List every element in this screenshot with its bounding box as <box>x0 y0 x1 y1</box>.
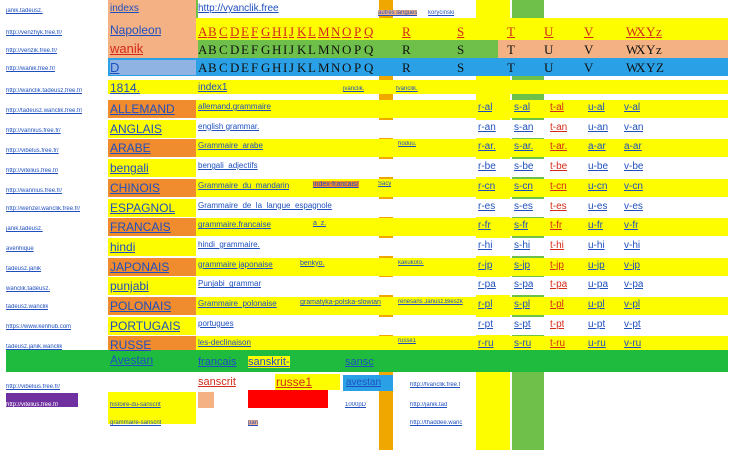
lang-name-ru[interactable]: RUSSE <box>110 338 152 353</box>
lang-v-be[interactable]: v-be <box>624 161 644 173</box>
lang-r-an[interactable]: r-an <box>478 121 496 133</box>
green-square <box>516 0 544 14</box>
alphabet_row1-letter-22[interactable]: W <box>626 24 639 39</box>
lang-grammar-be[interactable]: bengali_adjectifs <box>198 161 258 171</box>
alphabet_row2-letter-6[interactable]: G <box>261 42 271 57</box>
alphabet_row1-letter-8[interactable]: I <box>283 24 288 39</box>
lang-u-cn[interactable]: u-cn <box>588 180 608 192</box>
napoleon-link[interactable]: Napoleon <box>110 23 162 37</box>
alphabet_row3-letter-15[interactable]: P <box>354 60 362 75</box>
alphabet_row1-letter-16[interactable]: Q <box>364 24 374 39</box>
lang-grammar-pa[interactable]: Punjabi_grammar <box>198 279 262 289</box>
alphabet_row2-letter-16[interactable]: Q <box>364 42 374 57</box>
lang-v-ar[interactable]: a-ar <box>624 141 642 153</box>
lang-grammar-jp[interactable]: grammaire japonaise <box>198 259 273 269</box>
left-link-14[interactable]: wanclik.tadeusz. <box>6 286 51 292</box>
alphabet_row2-letter-8[interactable]: I <box>283 42 288 57</box>
left-link-16[interactable]: https://www.kenhub.com <box>6 324 72 330</box>
lang-s-cn[interactable]: s-cn <box>514 180 533 192</box>
lang-s-an[interactable]: s-an <box>514 121 534 133</box>
lang-name-cn[interactable]: CHINOIS <box>110 180 161 195</box>
lang-s-be[interactable]: s-be <box>514 161 534 173</box>
alphabet_row1-letter-0[interactable]: A <box>198 24 208 39</box>
autres-langues-link[interactable]: autres langues <box>378 10 418 16</box>
francais-link[interactable]: francais <box>198 356 237 368</box>
lang-grammar-pl[interactable]: Grammaire_polonaise <box>198 299 277 308</box>
korycinski-link[interactable]: korycinski <box>428 10 455 16</box>
left-link-3[interactable]: http://wanik.free.fr/ <box>6 66 56 72</box>
lang-grammar-ar[interactable]: Grammaire_arabe <box>198 141 263 151</box>
alphabet_row1-letter-6[interactable]: G <box>261 24 271 39</box>
lang-r-jp[interactable]: r-jp <box>478 259 493 271</box>
left-link-20[interactable]: http://vitelius.free.fr/ <box>6 402 59 408</box>
lang-t-cn[interactable]: t-cn <box>550 180 567 192</box>
lang-u-fr[interactable]: u-fr <box>588 220 603 232</box>
alphabet_row2-letter-15[interactable]: P <box>354 42 362 57</box>
alphabet_row3-letter-6[interactable]: G <box>261 60 271 75</box>
histoire-sanscrit-link[interactable]: histoire-du-sanscrit <box>110 402 161 408</box>
lang-grammar-ru[interactable]: les-declinaison <box>198 338 251 348</box>
alphabet_row2-letter-12[interactable]: M <box>318 42 330 57</box>
alphabet_row2-letter-19[interactable]: T <box>507 42 515 57</box>
alphabet_row2-letter-20[interactable]: U <box>544 42 554 57</box>
lang-t-jp[interactable]: t-jp <box>550 259 564 271</box>
alphabet_row2-letter-0[interactable]: A <box>198 42 208 57</box>
lang-s-al[interactable]: s-al <box>514 102 531 113</box>
alphabet_row2-letter-22[interactable]: W <box>626 42 639 57</box>
alphabet_row3-letter-16[interactable]: Q <box>364 60 374 75</box>
alphabet_row2-letter-24[interactable]: Y <box>646 42 656 57</box>
1000pd-link[interactable]: 1000pD <box>345 402 367 408</box>
left-link-12[interactable]: avenhique <box>6 246 34 252</box>
lang-s-ar[interactable]: s-ar. <box>514 141 534 153</box>
lang-v-pt[interactable]: v-pt <box>624 318 641 330</box>
wanik-link[interactable]: wanik <box>110 41 144 56</box>
lang-v-jp[interactable]: v-jp <box>624 259 641 271</box>
alphabet_row1-letter-2[interactable]: C <box>219 24 228 39</box>
alphabet_row3-letter-8[interactable]: I <box>283 60 288 75</box>
lang-name-jp[interactable]: JAPONAIS <box>110 259 170 274</box>
alphabet_row3-letter-18[interactable]: S <box>457 60 465 75</box>
alphabet_row3-letter-19[interactable]: T <box>507 60 515 75</box>
lang-s-es[interactable]: s-es <box>514 200 533 212</box>
lang-t-al[interactable]: t-al <box>550 102 564 113</box>
left-link-8[interactable]: http://vitelius.free.fr/ <box>6 168 59 174</box>
alphabet_row1-letter-14[interactable]: O <box>342 24 352 39</box>
lang-u-be[interactable]: u-be <box>588 161 609 173</box>
alphabet_row2-letter-23[interactable]: X <box>636 42 646 57</box>
alphabet_row2-letter-18[interactable]: S <box>457 42 465 57</box>
sansc-link[interactable]: sansc <box>345 356 374 368</box>
lang-name-al[interactable]: ALLEMAND <box>110 102 175 116</box>
lang-s-fr[interactable]: s-fr <box>514 220 529 232</box>
lang-grammar-fr[interactable]: grammaire.francaise <box>198 220 271 230</box>
alphabet_row2-letter-14[interactable]: O <box>342 42 352 57</box>
lang-t-pa[interactable]: t-pa <box>550 279 568 291</box>
alphabet_row2-letter-3[interactable]: D <box>230 42 240 57</box>
indexs-link[interactable]: indexs <box>110 3 139 14</box>
alphabet_row3-letter-10[interactable]: K <box>297 60 307 75</box>
lang-t-pt[interactable]: t-pt <box>550 318 565 330</box>
alphabet_row3-letter-1[interactable]: B <box>208 60 217 75</box>
lang-r-es[interactable]: r-es <box>478 200 496 212</box>
alphabet-row-1 <box>198 24 664 40</box>
lang-name-es[interactable]: ESPAGNOL <box>110 200 176 215</box>
alphabet_row3-letter-17[interactable]: R <box>402 60 411 75</box>
left-link-15[interactable]: tadeusz.wanclik <box>6 304 49 310</box>
alphabet-row-2 <box>198 42 664 58</box>
left-link-0[interactable]: janik.tadeusz. <box>6 8 43 14</box>
lang-u-jp[interactable]: u-jp <box>588 259 605 271</box>
lang-s-ru[interactable]: s-ru <box>514 338 532 350</box>
left-link-7[interactable]: http://vibelus.free.fr/ <box>6 148 59 154</box>
lang-r-ar[interactable]: r-ar. <box>478 141 496 153</box>
alphabet_row3-letter-0[interactable]: A <box>198 60 208 75</box>
left-link-5[interactable]: http://tadeusz.wanclik.free.fr/ <box>6 108 83 114</box>
lang-s-pl[interactable]: s-pl <box>514 299 531 310</box>
lang-v-cn[interactable]: v-cn <box>624 180 643 192</box>
lang-v-es[interactable]: v-es <box>624 200 643 212</box>
alphabet_row3-letter-14[interactable]: O <box>342 60 352 75</box>
pan-link[interactable]: pan <box>248 420 259 426</box>
alphabet_row1-letter-17[interactable]: R <box>402 24 411 39</box>
alphabet_row1-letter-1[interactable]: B <box>208 24 217 39</box>
lang-r-fr[interactable]: r-fr <box>478 220 491 232</box>
russe1-link[interactable]: russe1 <box>276 375 313 389</box>
lang-v-pl[interactable]: v-pl <box>624 299 641 310</box>
alphabet_row1-letter-15[interactable]: P <box>354 24 362 39</box>
alphabet_row2-letter-11[interactable]: L <box>308 42 316 57</box>
lang-t-fr[interactable]: t-fr <box>550 220 563 232</box>
alphabet_row2-letter-9[interactable]: J <box>289 42 295 57</box>
lang-v-ru[interactable]: v-ru <box>624 338 642 350</box>
alphabet_row3-letter-5[interactable]: F <box>251 60 259 75</box>
alphabet_row1-letter-13[interactable]: N <box>331 24 341 39</box>
lang-u-pt[interactable]: u-pt <box>588 318 606 330</box>
avestan-blue-link[interactable]: avestan <box>346 377 382 388</box>
lang-t-pl[interactable]: t-pl <box>550 299 564 310</box>
lang-r-be[interactable]: r-be <box>478 161 496 173</box>
alphabet_row1-letter-20[interactable]: U <box>544 24 554 39</box>
lang-name-hi[interactable]: hindi <box>110 239 136 254</box>
lang-grammar-pt[interactable]: portugues <box>198 318 234 328</box>
lang-name-an[interactable]: ANGLAIS <box>110 121 163 136</box>
thaddee-url-link[interactable]: http://thaddee.wanc <box>410 420 463 426</box>
left-link-17[interactable]: tadeusz.janik.wanclik <box>6 344 63 350</box>
index1-link[interactable]: index1 <box>198 82 228 93</box>
sanscrit-link[interactable]: sanscrit <box>110 376 148 388</box>
alphabet_row1-letter-7[interactable]: H <box>272 24 282 39</box>
lang-name-fr[interactable]: FRANCAIS <box>110 220 171 235</box>
left-link-13[interactable]: tadeusz.janik <box>6 266 42 272</box>
alphabet_row2-letter-25[interactable]: z <box>656 42 662 57</box>
alphabet_row2-letter-17[interactable]: R <box>402 42 411 57</box>
alphabet_row3-letter-20[interactable]: U <box>544 60 554 75</box>
alphabet_row3-letter-7[interactable]: H <box>272 60 282 75</box>
lang-name-ar[interactable]: ARABE <box>110 141 151 156</box>
lang-u-hi[interactable]: u-hi <box>588 239 605 251</box>
avestan-label[interactable]: Avestan <box>110 353 154 367</box>
jvanclik-link[interactable]: jvanclik. <box>343 86 365 92</box>
alphabet_row2-letter-13[interactable]: N <box>331 42 341 57</box>
lang-v-fr[interactable]: v-fr <box>624 220 639 232</box>
lang-t-ru[interactable]: t-ru <box>550 338 565 350</box>
left-link-11[interactable]: janik.tadeusz. <box>6 226 43 232</box>
grammaire-sanscrit-link[interactable]: grammaire-sanscrit <box>110 420 162 426</box>
left-link-4[interactable]: http://wanclik.tadeusz.free.fr/ <box>6 88 83 94</box>
alphabet_row1-letter-11[interactable]: L <box>308 24 316 39</box>
lang-r-pa[interactable]: r-pa <box>478 279 496 291</box>
alphabet_row1-letter-9[interactable]: J <box>289 24 295 39</box>
alphabet_row3-letter-12[interactable]: M <box>318 60 330 75</box>
sanskrit-dash-link[interactable]: sanskrit- <box>248 356 290 368</box>
d-link[interactable]: D <box>110 60 196 75</box>
lang-extra2-cn[interactable]: Sacy <box>378 180 392 187</box>
lang-grammar-an[interactable]: english grammar. <box>198 121 260 131</box>
alphabet_row3-letter-22[interactable]: W <box>626 60 639 75</box>
alphabet_row3-letter-23[interactable]: X <box>636 60 646 75</box>
lang-extra1-pl[interactable]: gramatyka-polska-slowian <box>300 299 381 306</box>
alphabet_row1-letter-5[interactable]: F <box>251 24 259 39</box>
lang-s-pt[interactable]: s-pt <box>514 318 531 330</box>
alphabet_row1-letter-21[interactable]: V <box>584 24 594 39</box>
lang-grammar-es[interactable]: Grammaire_de_la_langue_espagnole <box>198 200 332 210</box>
alphabet_row2-letter-21[interactable]: V <box>584 42 594 57</box>
left-link-19[interactable]: http://vibelius.free.fr/ <box>6 384 61 390</box>
lang-u-pa[interactable]: u-pa <box>588 279 609 291</box>
left-link-1[interactable]: http://venzhyk.free.fr/ <box>6 30 63 36</box>
alphabet_row3-letter-11[interactable]: L <box>308 60 316 75</box>
lang-v-pa[interactable]: v-pa <box>624 279 644 291</box>
alphabet_row2-letter-10[interactable]: K <box>297 42 307 57</box>
lang-name-pa[interactable]: punjabi <box>110 279 149 294</box>
lang-u-ar[interactable]: a-ar <box>588 141 606 153</box>
lang-r-pl[interactable]: r-pl <box>478 299 493 310</box>
lang-grammar-cn[interactable]: Grammaire_du_mandarin <box>198 180 290 190</box>
fvanclik-url-link[interactable]: http://fvanclik.free.f <box>410 382 461 388</box>
lang-v-al[interactable]: v-al <box>624 102 641 113</box>
alphabet_row1-letter-3[interactable]: D <box>230 24 240 39</box>
lang-grammar-hi[interactable]: hindi_grammaire. <box>198 239 260 249</box>
alphabet_row1-letter-19[interactable]: T <box>507 24 515 39</box>
lang-extra1-jp[interactable]: benkyo. <box>300 259 325 267</box>
alphabet_row3-letter-25[interactable]: Z <box>656 60 664 75</box>
lang-r-ru[interactable]: r-ru <box>478 338 494 350</box>
lang-r-al[interactable]: r-al <box>478 102 493 113</box>
alphabet_row2-letter-7[interactable]: H <box>272 42 282 57</box>
site-url-link[interactable]: http://vyanclik.free <box>198 3 279 14</box>
lang-v-an[interactable]: v-an <box>624 121 644 133</box>
lang-v-hi[interactable]: v-hi <box>624 239 641 251</box>
left-link-9[interactable]: http://wannius.free.fr/ <box>6 188 63 194</box>
lang-s-pa[interactable]: s-pa <box>514 279 534 291</box>
lang-grammar-al[interactable]: allemand.grammaire <box>198 102 271 111</box>
alphabet_row1-letter-18[interactable]: S <box>457 24 465 39</box>
lang-u-an[interactable]: u-an <box>588 121 609 133</box>
left-link-6[interactable]: http://vannius.free.fr/ <box>6 128 61 134</box>
alphabet_row1-letter-23[interactable]: X <box>636 24 646 39</box>
lang-u-ru[interactable]: u-ru <box>588 338 606 350</box>
alphabet_row3-letter-3[interactable]: D <box>230 60 240 75</box>
lang-u-al[interactable]: u-al <box>588 102 605 113</box>
alphabet_row3-letter-4[interactable]: E <box>241 60 249 75</box>
janik-url-link[interactable]: http://janik.tad <box>410 402 448 408</box>
alphabet_row1-letter-12[interactable]: M <box>318 24 330 39</box>
lang-t-es[interactable]: t-es <box>550 200 567 212</box>
lang-extra2-jp[interactable]: kakukoto. <box>398 259 424 266</box>
red-box <box>248 390 328 408</box>
alphabet_row3-letter-9[interactable]: J <box>289 60 295 75</box>
lang-extra2-pl[interactable]: renesans Janusz.Bieszk <box>398 299 463 305</box>
lang-extra1-cn[interactable]: index-francais/ <box>313 180 359 188</box>
peach-small <box>198 392 214 408</box>
alphabet_row3-letter-13[interactable]: N <box>331 60 341 75</box>
lang-u-es[interactable]: u-es <box>588 200 608 212</box>
lang-r-pt[interactable]: r-pt <box>478 318 493 330</box>
alphabet-row-3 <box>198 60 664 76</box>
lang-name-pt[interactable]: PORTUGAIS <box>110 318 181 333</box>
lang-t-be[interactable]: t-be <box>550 161 568 173</box>
lang-s-jp[interactable]: s-jp <box>514 259 531 271</box>
alphabet_row1-letter-4[interactable]: E <box>241 24 249 39</box>
lang-extra2-ar[interactable]: hoduu. <box>398 141 417 148</box>
lang-t-an[interactable]: t-an <box>550 121 568 133</box>
lang-name-pl[interactable]: POLONAIS <box>110 299 172 313</box>
sanscrit-red-link[interactable]: sanscrit <box>198 376 236 388</box>
lang-t-ar[interactable]: t-ar. <box>550 141 568 153</box>
lang-name-be[interactable]: bengali <box>110 161 149 176</box>
alphabet_row1-letter-10[interactable]: K <box>297 24 307 39</box>
alphabet_row1-letter-24[interactable]: Y <box>646 24 656 39</box>
lang-t-hi[interactable]: t-hi <box>550 239 564 251</box>
alphabet_row2-letter-5[interactable]: F <box>251 42 259 57</box>
alphabet_row3-letter-2[interactable]: C <box>219 60 228 75</box>
lang-extra2-ru[interactable]: russe1 <box>398 338 417 345</box>
left-link-2[interactable]: http://venzik.free.fr/ <box>6 48 58 54</box>
lang-extra1-fr[interactable]: a_z. <box>313 220 327 228</box>
fvanclik-link[interactable]: fvanclik. <box>396 86 418 92</box>
alphabet_row1-letter-25[interactable]: z <box>656 24 662 39</box>
lang-r-cn[interactable]: r-cn <box>478 180 496 192</box>
alphabet_row2-letter-2[interactable]: C <box>219 42 228 57</box>
alphabet_row2-letter-1[interactable]: B <box>208 42 217 57</box>
alphabet_row3-letter-21[interactable]: V <box>584 60 594 75</box>
alphabet_row2-letter-4[interactable]: E <box>241 42 249 57</box>
lang-r-hi[interactable]: r-hi <box>478 239 493 251</box>
alphabet_row3-letter-24[interactable]: Y <box>646 60 656 75</box>
index-1814-link[interactable]: 1814. <box>110 81 141 95</box>
lang-s-hi[interactable]: s-hi <box>514 239 531 251</box>
left-link-10[interactable]: http://wenzel.wanclik.free.fr/ <box>6 206 81 212</box>
lang-u-pl[interactable]: u-pl <box>588 299 605 310</box>
